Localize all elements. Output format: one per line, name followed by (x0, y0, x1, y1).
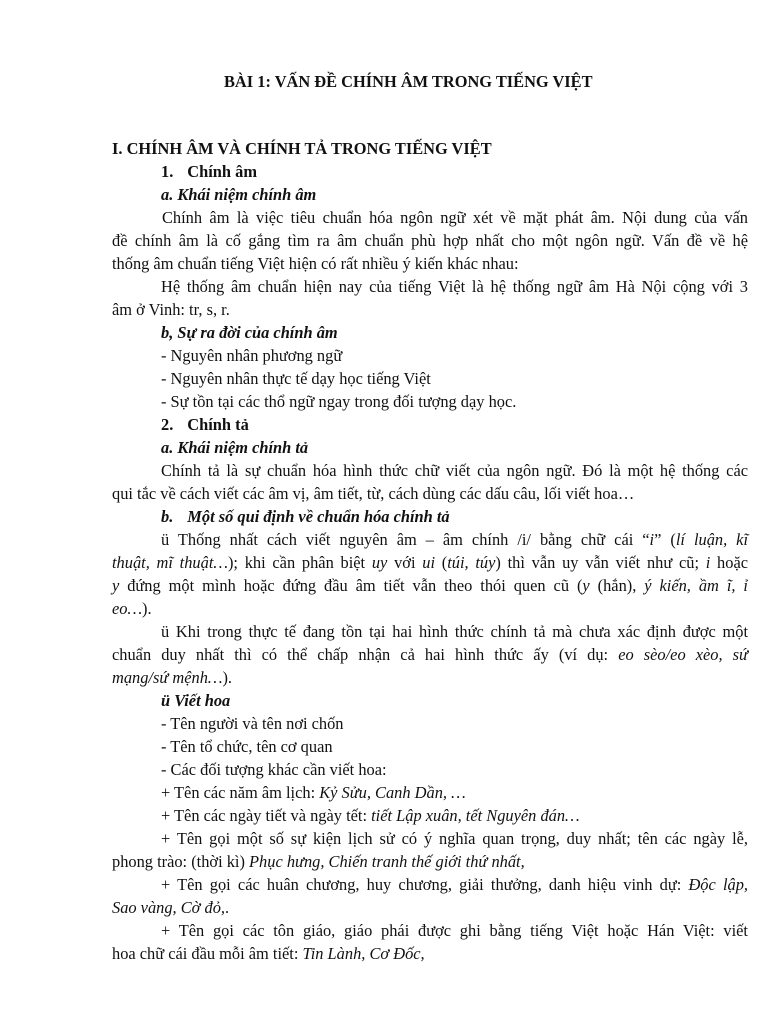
text-run: Độc lập, (688, 875, 748, 894)
text-run: ); khi cần phân biệt (227, 553, 372, 572)
text-run: + Tên gọi các huân chương, huy chương, giải thưởng, danh hiệu vinh dự: (161, 875, 689, 894)
paragraph-line (112, 898, 229, 918)
paragraph-line: thống âm chuẩn tiếng Việt hiện có rất nhiều ý kiến khác nhau: (112, 254, 519, 273)
sub-heading: a. Khái niệm chính âm (161, 185, 317, 204)
list-item: - Sự tồn tại các thổ ngữ ngay trong đối tượng dạy học. (161, 392, 517, 411)
text-run: lí luận, kĩ (675, 530, 748, 549)
document-title: BÀI 1: VẤN ĐỀ CHÍNH ÂM TRONG TIẾNG VIỆT (224, 72, 593, 91)
sub-heading: a. Khái niệm chính tả (161, 438, 309, 457)
text-run: ui (422, 553, 435, 572)
text-run: ( (435, 553, 448, 572)
text-run: hoặc (710, 553, 749, 572)
paragraph-line (112, 944, 425, 964)
text-run: eo sèo/eo xèo, sứ (618, 645, 748, 664)
text-run: ” ( (654, 530, 676, 549)
text-run: uy (371, 553, 388, 572)
text-run: đứng một mình hoặc đứng đầu âm tiết vẫn theo thói quen cũ ( (119, 576, 583, 595)
subsection-heading (161, 415, 249, 435)
text-run: ý kiến, ầm ĩ, ỉ (644, 576, 748, 595)
paragraph-line: ü Khi trong thực tế đang tồn tại hai hình thức chính tả mà chưa xác định được một (161, 622, 748, 641)
subsection-title: Chính tả (187, 415, 249, 434)
paragraph-line: âm ở Vinh: tr, s, r. (112, 300, 230, 319)
text-run: Sao vàng, Cờ đỏ, (112, 898, 226, 917)
text-run: y (582, 576, 590, 595)
sub-heading (161, 507, 450, 527)
list-item (161, 806, 580, 826)
text-run: . (225, 898, 230, 917)
paragraph-line (161, 530, 748, 550)
section-heading: I. CHÍNH ÂM VÀ CHÍNH TẢ TRONG TIẾNG VIỆT (112, 139, 492, 158)
paragraph-line: đề chính âm là cố gắng tìm ra âm chuẩn phù hợp nhất cho một ngôn ngữ. Vấn đề về hệ (112, 231, 748, 250)
text-run: mạng/sứ mệnh… (112, 668, 223, 687)
text-run: tiết Lập xuân, tết Nguyên đán… (371, 806, 580, 825)
text-run: chuẩn duy nhất thì có thể chấp nhận cả hai hình thức ấy (ví dụ: (112, 645, 619, 664)
paragraph-line: + Tên gọi các tôn giáo, giáo phái được ghi bằng tiếng Việt hoặc Hán Việt: viết (161, 921, 748, 940)
paragraph-line (112, 645, 748, 665)
list-item: - Các đối tượng khác cần viết hoa: (161, 760, 387, 779)
paragraph-line: qui tắc về cách viết các âm vị, âm tiết, từ, cách dùng các dấu câu, lối viết hoa… (112, 484, 635, 503)
paragraph-line: Hệ thống âm chuẩn hiện nay của tiếng Việt là hệ thống ngữ âm Hà Nội cộng với 3 (161, 277, 748, 296)
list-item: - Nguyên nhân phương ngữ (161, 346, 343, 365)
subsection-title: Chính âm (187, 162, 257, 181)
subsection-heading (161, 162, 257, 182)
paragraph-line: Chính âm là việc tiêu chuẩn hóa ngôn ngữ xét về mặt phát âm. Nội dung của vấn (162, 208, 748, 227)
subsection-number: 2. (161, 415, 174, 434)
sub-heading: b, Sự ra đời của chính âm (161, 323, 338, 342)
text-run: túi, túy (447, 553, 496, 572)
paragraph-line (112, 599, 152, 619)
paragraph-line: Chính tả là sự chuẩn hóa hình thức chữ viết của ngôn ngữ. Đó là một hệ thống các (161, 461, 748, 480)
text-run: Tin Lành, Cơ Đốc, (302, 944, 425, 963)
text-run: ) thì vẫn uy vẫn viết như cũ; (495, 553, 706, 572)
paragraph-line (112, 668, 232, 688)
list-item: - Tên người và tên nơi chốn (161, 714, 344, 733)
text-run: phong trào: (thời kì) (112, 852, 250, 871)
text-run: i (649, 530, 655, 549)
text-run: ). (222, 668, 233, 687)
text-run: ü Thống nhất cách viết nguyên âm – âm chính /i/ bằng chữ cái “ (161, 530, 650, 549)
text-run: (hắn), (589, 576, 645, 595)
sub-heading-title: Một số qui định về chuẩn hóa chính tả (187, 507, 450, 526)
paragraph-line: + Tên gọi một số sự kiện lịch sử có ý nghĩa quan trọng, duy nhất; tên các ngày lễ, (161, 829, 748, 848)
text-run: + Tên các ngày tiết và ngày tết: (161, 806, 372, 825)
paragraph-line (112, 553, 748, 573)
list-item (161, 783, 466, 803)
text-run: eo… (112, 599, 143, 618)
paragraph-line (112, 576, 748, 596)
text-run: ). (142, 599, 152, 618)
subsection-number: 1. (161, 162, 174, 181)
text-run: hoa chữ cái đầu mỗi âm tiết: (112, 944, 303, 963)
paragraph-line (112, 852, 525, 872)
text-run: Phục hưng, Chiến tranh thế giới thứ nhất, (249, 852, 525, 871)
text-run: Kỷ Sửu, Canh Dần, … (319, 783, 466, 802)
text-run: i (705, 553, 711, 572)
list-item: - Nguyên nhân thực tế dạy học tiếng Việt (161, 369, 431, 388)
paragraph-line (161, 875, 748, 895)
list-item: - Tên tổ chức, tên cơ quan (161, 737, 333, 756)
sub-heading-number: b. (161, 507, 174, 526)
sub-heading: ü Viết hoa (161, 691, 231, 710)
text-run: y (112, 576, 120, 595)
text-run: thuật, mĩ thuật… (112, 553, 228, 572)
text-run: với (387, 553, 423, 572)
text-run: + Tên các năm âm lịch: (161, 783, 320, 802)
